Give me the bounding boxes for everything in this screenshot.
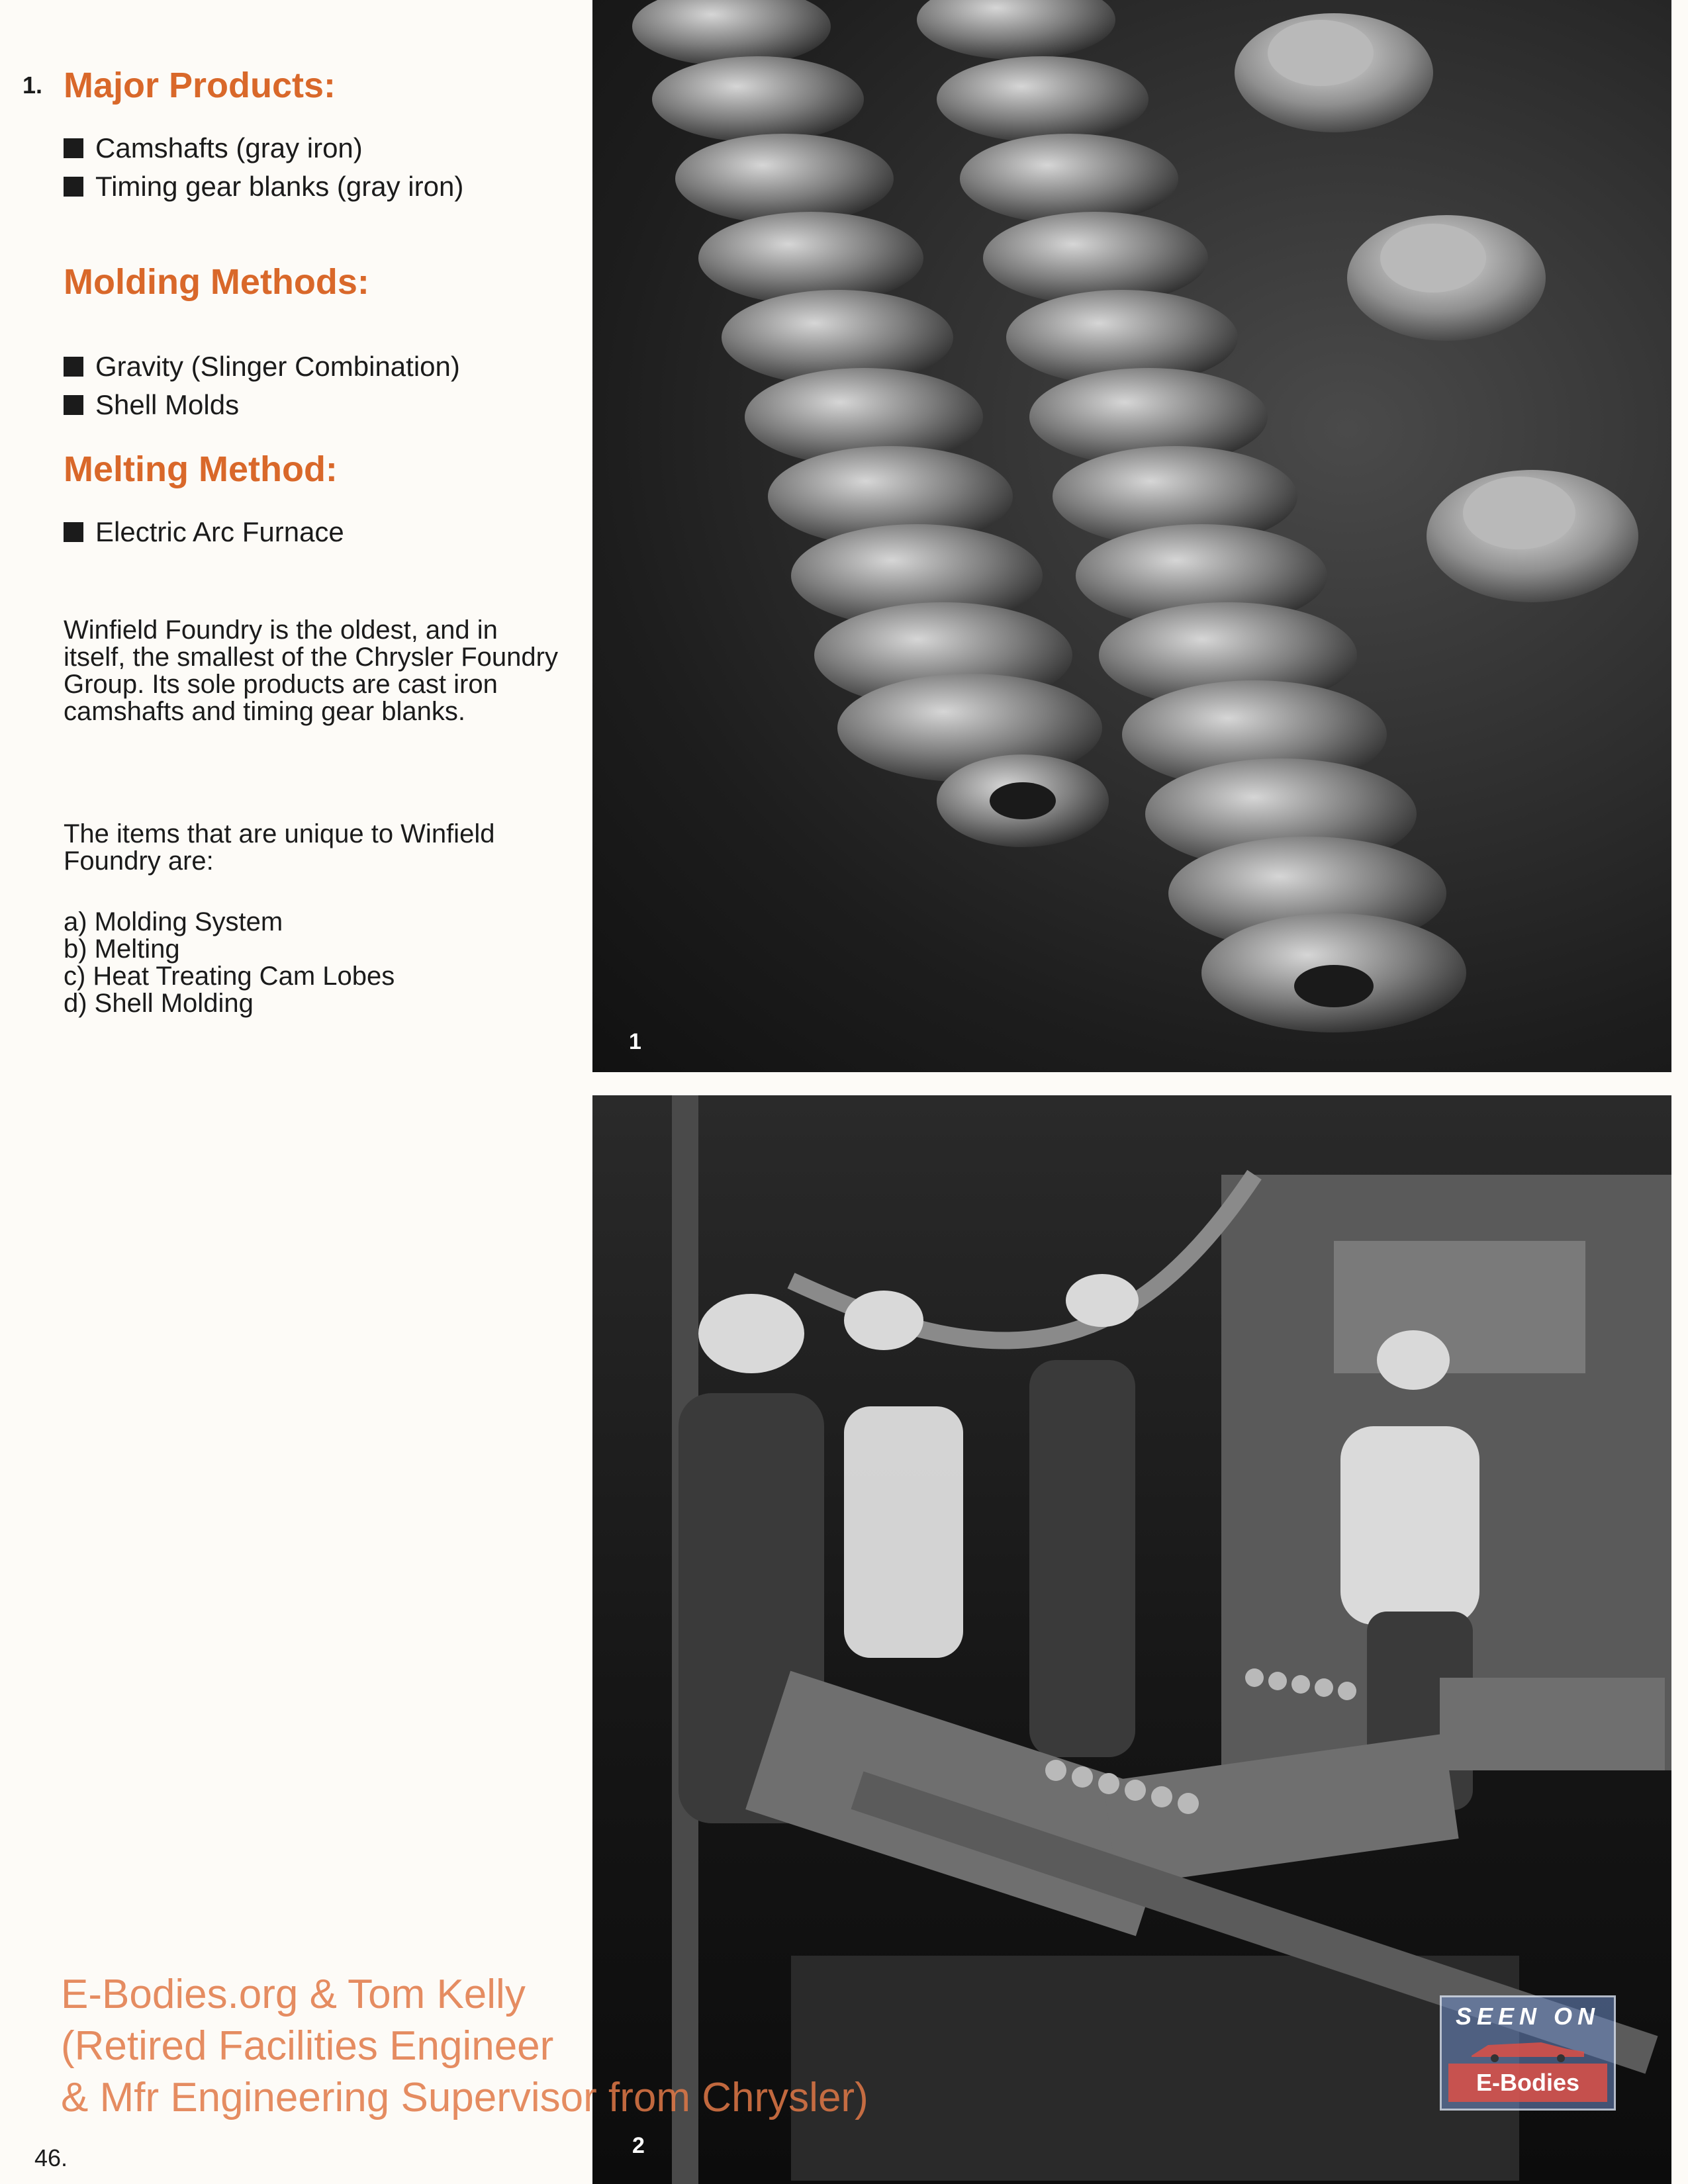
photo-caption-number: 1 — [629, 1029, 641, 1054]
molding-method-item — [64, 389, 239, 421]
badge-bottom-text: E-Bodies — [1448, 2064, 1607, 2102]
unique-items-intro: The items that are unique to Winfield Foundry are: — [64, 819, 495, 876]
bullet-square-icon — [64, 522, 83, 542]
section-number: 1. — [23, 71, 43, 99]
bullet-square-icon — [64, 395, 83, 415]
watermark-line: (Retired Facilities Engineer — [61, 2023, 554, 2069]
watermark-line: E-Bodies.org & Tom Kelly — [61, 1972, 526, 2017]
unique-items-list — [64, 909, 395, 1017]
watermark-credit — [61, 1969, 868, 2124]
bullet-square-icon — [64, 357, 83, 377]
camshaft-illustration — [592, 0, 1671, 1072]
major-products-heading: Major Products: — [64, 66, 336, 105]
melting-method-label: Electric Arc Furnace — [95, 516, 344, 547]
camshaft-photo — [592, 0, 1671, 1072]
molding-method-label: Gravity (Slinger Combination) — [95, 351, 460, 382]
timing-gear-blanks — [1235, 13, 1638, 602]
page-number: 46. — [34, 2144, 68, 2171]
text-column — [0, 0, 583, 2184]
badge-top-text: SEEN ON — [1455, 2003, 1601, 2030]
molding-methods-heading: Molding Methods: — [64, 262, 369, 302]
seen-on-ebodies-badge — [1440, 1995, 1616, 2111]
major-product-item — [64, 171, 463, 203]
molding-method-item — [64, 351, 460, 383]
unique-item: a) Molding System — [64, 907, 283, 936]
major-product-label: Camshafts (gray iron) — [95, 132, 363, 163]
watermark-line: & Mfr Engineering Supervisor from Chrysler) — [61, 2075, 868, 2120]
photo-caption-number: 2 — [632, 2133, 645, 2158]
major-product-item — [64, 132, 363, 164]
bullet-square-icon — [64, 138, 83, 158]
unique-item: d) Shell Molding — [64, 989, 254, 1018]
unique-item: c) Heat Treating Cam Lobes — [64, 962, 395, 991]
bullet-square-icon — [64, 177, 83, 197]
unique-item: b) Melting — [64, 934, 180, 964]
major-product-label: Timing gear blanks (gray iron) — [95, 171, 464, 202]
melting-method-heading: Melting Method: — [64, 449, 338, 489]
intro-paragraph: Winfield Foundry is the oldest, and in itself, the smallest of the Chrysler Foundry Group. Its sole products are cast iron camshafts and timing gear blanks. — [64, 615, 558, 726]
melting-method-item — [64, 516, 344, 548]
molding-method-label: Shell Molds — [95, 389, 240, 420]
car-icon — [1468, 2036, 1587, 2062]
